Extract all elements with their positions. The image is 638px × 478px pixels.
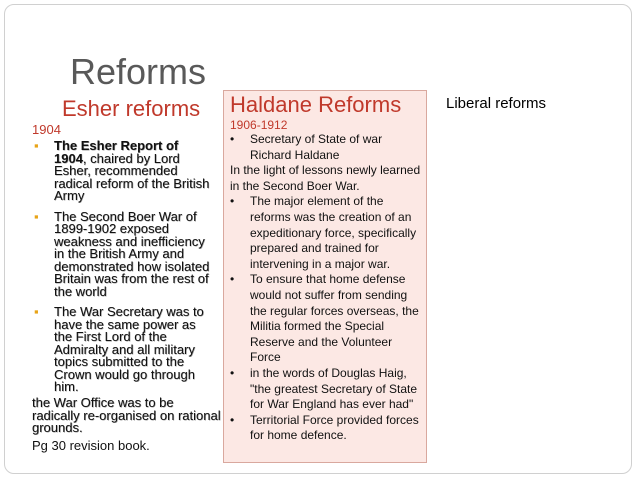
slide-title: Reforms [70,51,207,92]
esher-page-reference: Pg 30 revision book. [32,438,150,453]
haldane-body [230,132,426,444]
haldane-item [230,413,426,444]
haldane-item [230,132,426,163]
haldane-year: 1906-1912 [230,118,288,132]
haldane-item [230,366,426,413]
square-bullet-icon: ▪ [34,138,39,153]
esher-heading: Esher reforms [62,96,201,121]
bullet-dot-icon: • [230,412,235,427]
esher-item [34,208,214,299]
square-bullet-icon: ▪ [34,208,39,224]
haldane-item-text: Secretary of State of war Richard Haldane [250,132,383,162]
bullet-dot-icon: • [230,132,235,146]
esher-item-text: The Second Boer War of 1899-1902 exposed weakness and inefficiency in the British Army and demonstrated how isolated Britain was from the rest of the world [54,208,210,299]
haldane-item-text: To ensure that home defense would not suffer from sending the regular forces overseas, the Militia formed the Special Reserve and the Volunteer Force [250,272,419,365]
liberal-reforms-label: Liberal reforms [446,95,547,112]
esher-tail-text: the War Office was to be radically re-organised on rational grounds. [32,395,221,435]
haldane-item-text: Territorial Force provided forces for home defence. [250,412,419,443]
esher-item-text: The War Secretary was to have the same power as the First Lord of the Admiralty and all military topics submitted to the Crown would go through him. [54,304,204,394]
haldane-item-text: in the words of Douglas Haig, "the greatest Secretary of State for War England has ever had" [250,365,418,412]
haldane-item [230,163,426,194]
esher-year: 1904 [32,122,61,137]
bullet-dot-icon: • [230,365,235,380]
bullet-dot-icon: • [230,194,235,209]
haldane-item [230,194,426,272]
haldane-heading: Haldane Reforms [230,92,402,117]
esher-item-bold: The Esher Report of 1904 [54,138,179,166]
haldane-item [230,272,426,366]
square-bullet-icon: ▪ [34,304,39,319]
esher-item [34,140,214,203]
esher-item [34,306,214,394]
bullet-dot-icon: • [230,272,235,287]
haldane-item-text: The major element of the reforms was the creation of an expeditionary force, specifically prepared and trained for intervening in a major war. [250,194,417,271]
haldane-item-text: In the light of lessons newly learned in the Second Boer War. [230,163,421,193]
esher-item-text: , chaired by Lord Esher, recommended radical reform of the British Army [54,150,210,203]
esher-list [34,140,214,402]
